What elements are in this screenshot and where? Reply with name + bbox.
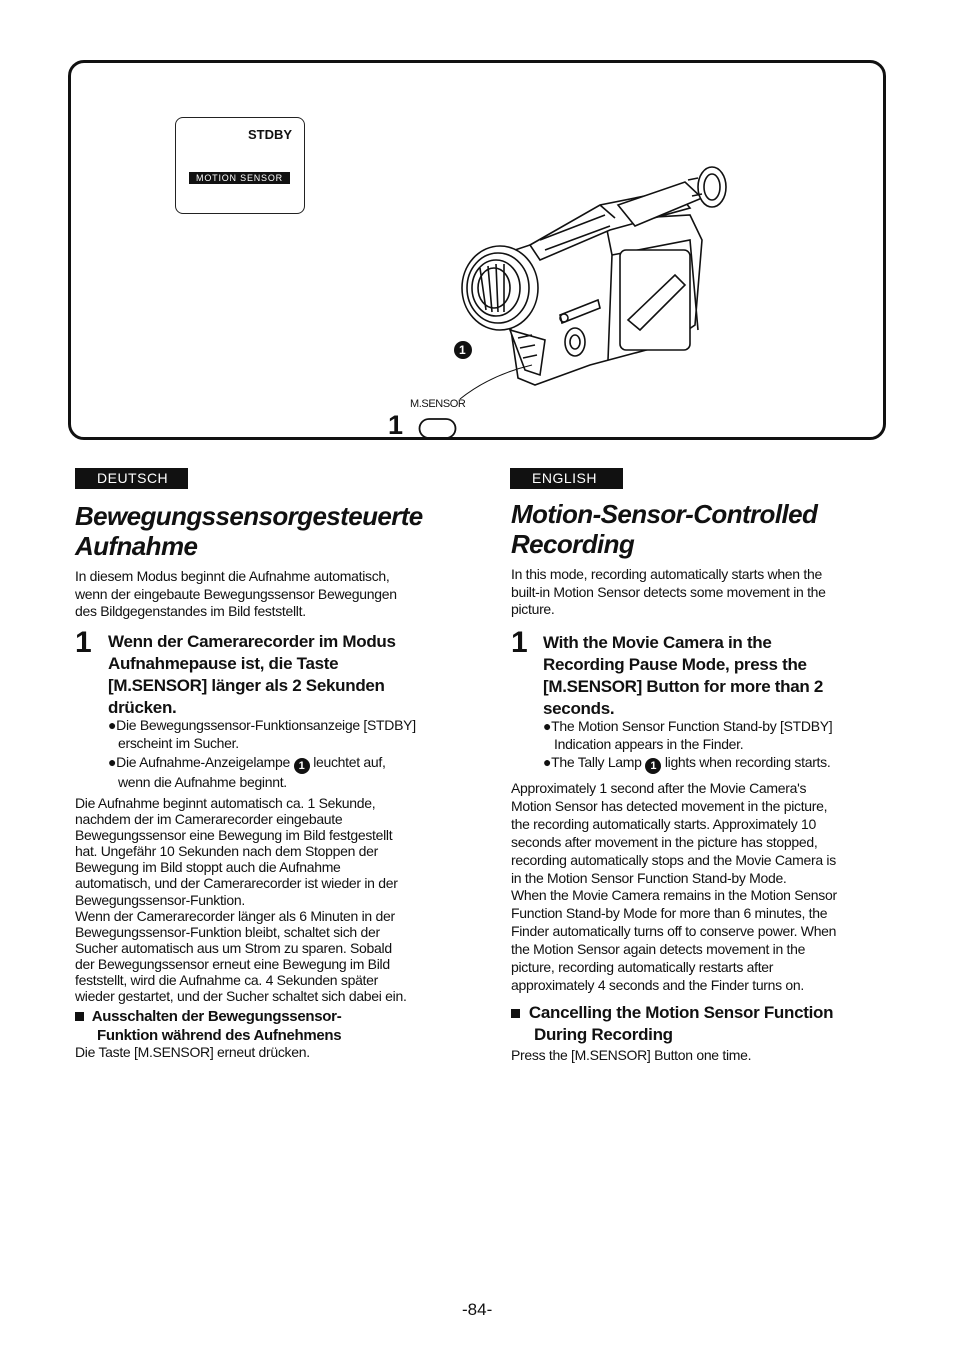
m-sensor-button-label: M.SENSOR xyxy=(410,398,466,410)
callout-number: 1 xyxy=(459,343,466,357)
sub-text-english: Press the [M.SENSOR] Button one time. xyxy=(511,1047,752,1063)
tally-lamp-icon: 1 xyxy=(645,758,661,774)
sub-heading-english: Cancelling the Motion Sensor Function During Recording xyxy=(511,1002,911,1046)
bullet-stdby-german: ●Die Bewegungssensor-Funktionsanzeige [STDBY] erscheint im Sucher. xyxy=(108,717,416,751)
sub-text-german: Die Taste [M.SENSOR] erneut drücken. xyxy=(75,1044,310,1060)
leader-line xyxy=(450,345,540,405)
finder-stdby-indicator: STDBY xyxy=(248,127,293,142)
figure-step-number: 1 xyxy=(388,410,404,440)
square-bullet-icon xyxy=(75,1012,84,1021)
finder-motion-sensor-indicator: MOTION SENSOR xyxy=(189,172,290,184)
bullet-tally-german: ●Die Aufnahme-Anzeigelampe 1 leuchtet auf, wenn die Aufnahme beginnt. xyxy=(108,754,386,790)
sub-heading-german: Ausschalten der Bewegungssensor- Funktion während des Aufnehmens xyxy=(75,1008,495,1045)
section-title-german: Bewegungssensorgesteuerte Aufnahme xyxy=(75,501,423,561)
intro-text-english: In this mode, recording automatically starts when the built-in Motion Sensor detects some movement in the picture. xyxy=(511,566,826,618)
body-text-english: Approximately 1 second after the Movie Camera's Motion Sensor has detected movement in the picture, the recording automatically starts. Approximately 10 seconds after movement in the picture has stopped, recording automatically stops and the Movie Camera is in the Motion Sensor Function Stand-by Mode. When the Movie Camera remains in the Motion Sensor Function Stand-by Mode for more than 6 minutes, the Finder automatically turns off to conserve power. When the Motion Sensor again detects movement in the picture, recording automatically restarts after approximately 4 seconds and the Finder turns on. xyxy=(511,780,837,993)
tally-lamp-icon: 1 xyxy=(294,758,310,774)
step-number-german: 1 xyxy=(75,626,92,659)
bullet-tally-english: ●The Tally Lamp 1 lights when recording starts. xyxy=(543,754,831,772)
step-number-english: 1 xyxy=(511,626,528,659)
language-tag-english: ENGLISH xyxy=(510,468,623,489)
square-bullet-icon xyxy=(511,1009,520,1018)
language-tag-deutsch: DEUTSCH xyxy=(75,468,188,489)
step-heading-english: With the Movie Camera in the Recording Pause Mode, press the [M.SENSOR] Button for more than 2 seconds. xyxy=(543,633,824,718)
body-text-german: Die Aufnahme beginnt automatisch ca. 1 Sekunde, nachdem der im Camerarecorder eingebaute Bewegungssensor eine Bewegung im Bild festgestellt hat. Ungefähr 10 Sekunden nach dem Stoppen der Bewegung im Bild stoppt auch die Aufnahme automatisch, und der Camerarecorder ist wieder in der Bewegungssensor-Funktion. Wenn der Camerarecorder länger als 6 Minuten in der Bewegungssensor-Funktion bleibt, schaltet sich der Sucher automatisch aus um Strom zu sparen. Sobald der Bewegungssensor erneut eine Bewegung im Bild feststellt, wird die Aufnahme ca. 4 Sekunden später wieder gestartet, und der Sucher schaltet sich dabei ein. xyxy=(75,795,407,1005)
m-sensor-button-icon xyxy=(418,415,460,441)
intro-text-german: In diesem Modus beginnt die Aufnahme automatisch, wenn der eingebaute Bewegungssensor Bewegungen des Bildgegenstandes im Bild feststellt. xyxy=(75,568,397,620)
bullet-stdby-english: ●The Motion Sensor Function Stand-by [STDBY] Indication appears in the Finder. xyxy=(543,718,833,752)
step-heading-german: Wenn der Camerarecorder im Modus Aufnahmepause ist, die Taste [M.SENSOR] länger als 2 Sekunden drücken. xyxy=(108,632,396,717)
page-number: -84- xyxy=(462,1300,493,1319)
section-title-english: Motion-Sensor-Controlled Recording xyxy=(511,499,818,559)
